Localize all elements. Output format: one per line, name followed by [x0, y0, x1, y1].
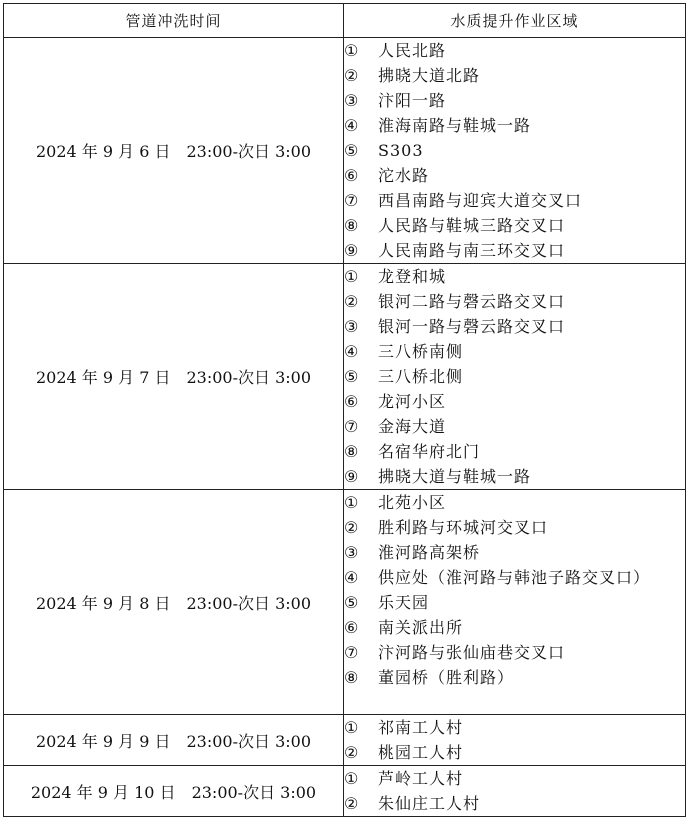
item-number: ③ — [344, 543, 360, 562]
item-number: ⑦ — [344, 417, 360, 436]
item-number: ⑥ — [344, 392, 360, 411]
flush-time-cell: 2024 年 9 月 8 日 23:00-次日 3:00 — [4, 490, 344, 715]
area-cell — [344, 264, 686, 490]
area-name: 汴河路与张仙庙巷交叉口 — [378, 643, 566, 662]
area-name: 三八桥北侧 — [378, 367, 464, 386]
item-number: ① — [344, 267, 360, 286]
item-number: ② — [344, 66, 360, 85]
area-name: 董园桥（胜利路） — [378, 668, 515, 687]
list-item — [344, 389, 685, 414]
list-item — [344, 439, 685, 464]
area-name: 祁南工人村 — [378, 718, 464, 737]
list-item — [344, 38, 685, 63]
area-name: 名宿华府北门 — [378, 442, 481, 461]
table-row — [4, 264, 686, 490]
list-item — [344, 188, 685, 213]
item-number: ③ — [344, 91, 360, 110]
header-row — [4, 4, 686, 38]
item-number: ② — [344, 794, 360, 813]
list-item — [344, 63, 685, 88]
list-item — [344, 791, 685, 816]
area-list — [344, 766, 685, 816]
area-name: 淮海南路与鞋城一路 — [378, 116, 532, 135]
area-name: 人民南路与南三环交叉口 — [378, 241, 566, 260]
table-row — [4, 766, 686, 817]
area-name: 乐天园 — [378, 593, 430, 612]
area-cell — [344, 715, 686, 766]
list-item — [344, 238, 685, 263]
table-row — [4, 38, 686, 264]
item-number: ⑤ — [344, 367, 360, 386]
table-row — [4, 715, 686, 766]
area-name: 金海大道 — [378, 417, 447, 436]
area-name: 拂晓大道与鞋城一路 — [378, 467, 532, 486]
list-item — [344, 113, 685, 138]
area-name: 龙登和城 — [378, 267, 447, 286]
list-item — [344, 289, 685, 314]
list-item — [344, 766, 685, 791]
area-list — [344, 490, 685, 690]
area-list — [344, 38, 685, 263]
item-number: ① — [344, 41, 360, 60]
area-name: 胜利路与环城河交叉口 — [378, 518, 549, 537]
area-cell — [344, 490, 686, 715]
list-item — [344, 464, 685, 489]
table-row — [4, 490, 686, 715]
flush-time-cell: 2024 年 9 月 10 日 23:00-次日 3:00 — [4, 766, 344, 817]
item-number: ⑧ — [344, 668, 360, 687]
item-number: ⑧ — [344, 442, 360, 461]
area-name: 淮河路高架桥 — [378, 543, 481, 562]
list-item — [344, 264, 685, 289]
list-item — [344, 314, 685, 339]
item-number: ④ — [344, 342, 360, 361]
time-column-header: 管道冲洗时间 — [4, 4, 344, 38]
area-name: 银河二路与磬云路交叉口 — [378, 292, 566, 311]
list-item — [344, 163, 685, 188]
area-name: 龙河小区 — [378, 392, 447, 411]
list-item — [344, 590, 685, 615]
item-number: ⑥ — [344, 618, 360, 637]
list-item — [344, 490, 685, 515]
list-item — [344, 339, 685, 364]
area-column-header: 水质提升作业区域 — [344, 4, 686, 38]
list-item — [344, 640, 685, 665]
schedule-body — [4, 38, 686, 817]
area-name: S303 — [378, 141, 424, 160]
area-name: 人民北路 — [378, 41, 447, 60]
item-number: ② — [344, 518, 360, 537]
item-number: ④ — [344, 568, 360, 587]
item-number: ① — [344, 493, 360, 512]
item-number: ⑦ — [344, 643, 360, 662]
flush-time-cell: 2024 年 9 月 9 日 23:00-次日 3:00 — [4, 715, 344, 766]
area-name: 朱仙庄工人村 — [378, 794, 481, 813]
item-number: ⑦ — [344, 191, 360, 210]
list-item — [344, 540, 685, 565]
list-item — [344, 515, 685, 540]
item-number: ④ — [344, 116, 360, 135]
flush-time-cell: 2024 年 9 月 7 日 23:00-次日 3:00 — [4, 264, 344, 490]
list-item — [344, 414, 685, 439]
area-name: 芦岭工人村 — [378, 769, 464, 788]
list-item — [344, 364, 685, 389]
item-number: ② — [344, 292, 360, 311]
item-number: ③ — [344, 317, 360, 336]
area-name: 沱水路 — [378, 166, 430, 185]
item-number: ⑨ — [344, 467, 360, 486]
flush-time-cell: 2024 年 9 月 6 日 23:00-次日 3:00 — [4, 38, 344, 264]
item-number: ② — [344, 743, 360, 762]
item-number: ⑧ — [344, 216, 360, 235]
item-number: ⑤ — [344, 141, 360, 160]
list-item — [344, 138, 685, 163]
item-number: ① — [344, 718, 360, 737]
area-name: 北苑小区 — [378, 493, 447, 512]
item-number: ⑨ — [344, 241, 360, 260]
area-name: 人民路与鞋城三路交叉口 — [378, 216, 566, 235]
item-number: ⑥ — [344, 166, 360, 185]
area-name: 供应处（淮河路与韩池子路交叉口） — [378, 568, 651, 587]
area-name: 拂晓大道北路 — [378, 66, 481, 85]
area-cell — [344, 38, 686, 264]
area-name: 南关派出所 — [378, 618, 464, 637]
list-item — [344, 88, 685, 113]
area-name: 三八桥南侧 — [378, 342, 464, 361]
area-name: 西昌南路与迎宾大道交叉口 — [378, 191, 583, 210]
list-item — [344, 740, 685, 765]
list-item — [344, 213, 685, 238]
area-cell — [344, 766, 686, 817]
list-item — [344, 715, 685, 740]
area-name: 汴阳一路 — [378, 91, 447, 110]
area-name: 银河一路与磬云路交叉口 — [378, 317, 566, 336]
area-list — [344, 715, 685, 765]
list-item — [344, 615, 685, 640]
item-number: ① — [344, 769, 360, 788]
area-list — [344, 264, 685, 489]
item-number: ⑤ — [344, 593, 360, 612]
area-name: 桃园工人村 — [378, 743, 464, 762]
list-item — [344, 565, 685, 590]
flush-schedule-table — [3, 3, 686, 817]
list-item — [344, 665, 685, 690]
